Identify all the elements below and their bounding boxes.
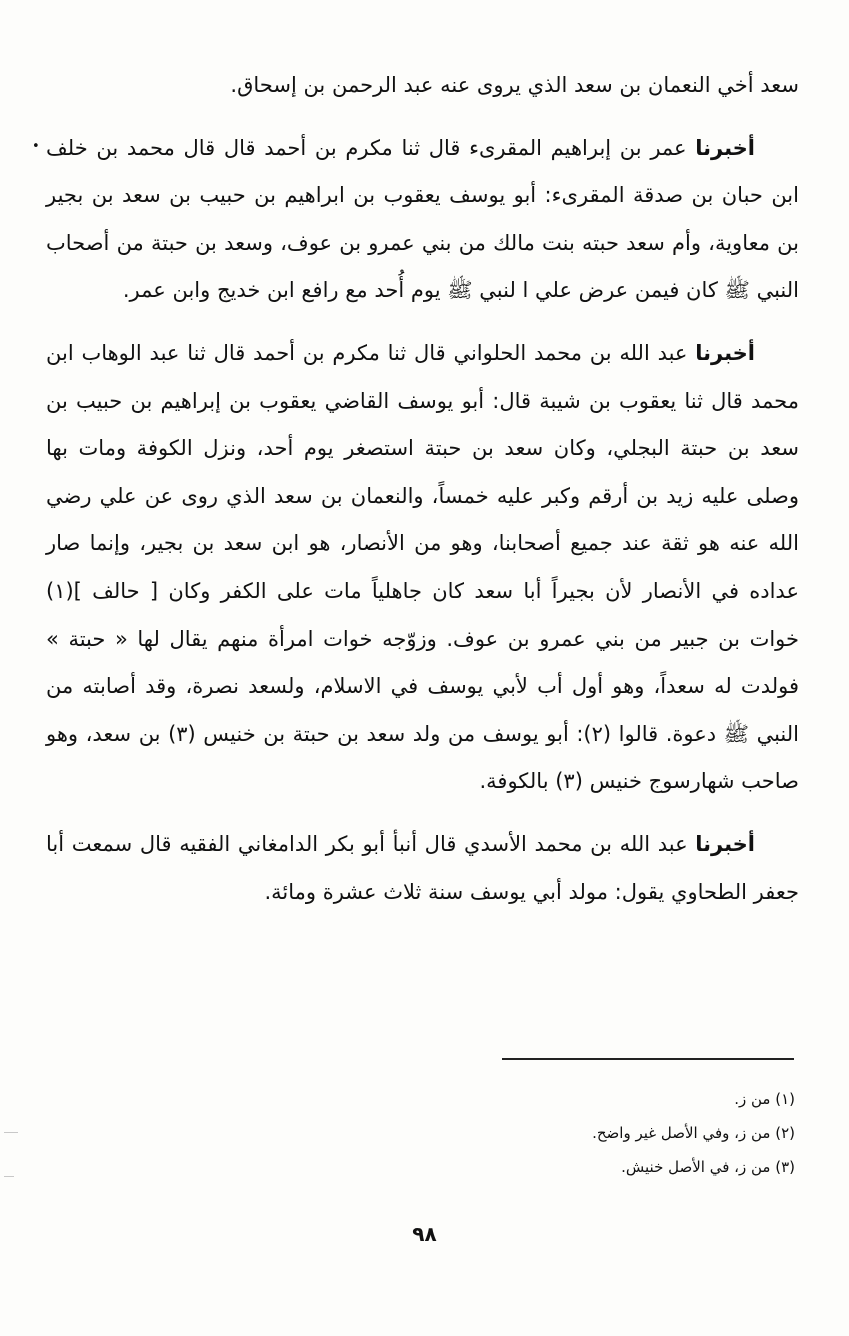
- paragraph-text: عبد الله بن محمد الحلواني قال ثنا مكرم بن أحمد قال ثنا عبد الوهاب ابن محمد قال ثنا يعقوب بن شيبة قال: أبو يوسف القاضي يعقوب بن إبراهيم بن حبيب بن سعد بن حبتة البجلي، وكان سعد بن حبتة استصغر يوم أحد، ونزل الكوفة ومات بها وصلى عليه زيد بن أرقم وكبر عليه خمساً، والنعمان بن سعد الذي روى عن علي رضي الله عنه هو ثقة عند جميع أصحابنا، وهو من الأنصار، هو ابن سعد بن بجير، وإنما صار عداده في الأنصار لأن بجيراً أبا سعد كان جاهلياً مات على الكفر وكان [ حالف ](١) خوات بن جبير من بني عمرو بن عوف. وزوّجه خوات امرأة منهم يقال لها « حبتة » فولدت له سعداً، وهو أول أب لأبي يوسف في الاسلام، ولسعد نصرة، وقد أصابته من النبي ﷺ دعوة. قالوا (٢): أبو يوسف من ولد سعد بن حبتة بن خنيس (٣) بن سعد، وهو صاحب شهارسوج خنيس (٣) بالكوفة.: [46, 340, 799, 794]
- footnote-separator: [502, 1058, 794, 1060]
- scan-artifact: [4, 1132, 18, 1133]
- paragraph-narration-1: [46, 125, 799, 315]
- paragraph-continuation: [46, 62, 799, 110]
- paragraph-text: عمر بن إبراهيم المقرىء قال ثنا مكرم بن أحمد قال قال محمد بن خلف ابن حبان بن صدقة المقرىء: أبو يوسف يعقوب بن ابراهيم بن حبيب بن سعد بن بجير بن معاوية، وأم سعد حبته بنت مالك من بني عمرو بن عوف، وسعد بن حبتة من أصحاب النبي ﷺ كان فيمن عرض علي ا لنبي ﷺ يوم أُحد مع رافع ابن خديج وابن عمر.: [46, 135, 799, 303]
- paragraph-lead: أخبرنا: [695, 831, 755, 856]
- footnote-2: (٢) من ز، وفي الأصل غير واضح.: [592, 1124, 795, 1142]
- main-text: [46, 62, 799, 916]
- margin-bullet: •: [32, 139, 40, 154]
- footnote-1: (١) من ز.: [734, 1090, 795, 1108]
- footnote-3: (٣) من ز، في الأصل خنيش.: [621, 1158, 795, 1176]
- paragraph-text: عبد الله بن محمد الأسدي قال أنبأ أبو بكر الدامغاني الفقيه قال سمعت أبا جعفر الطحاوي يقول: مولد أبي يوسف سنة ثلاث عشرة ومائة.: [46, 831, 799, 904]
- paragraph-lead: أخبرنا: [695, 135, 755, 160]
- paragraph-lead: أخبرنا: [695, 340, 755, 365]
- paragraph-text: سعد أخي النعمان بن سعد الذي يروى عنه عبد الرحمن بن إسحاق.: [230, 73, 799, 97]
- paragraph-narration-3: [46, 821, 799, 916]
- scan-artifact: [4, 1176, 14, 1177]
- paragraph-narration-2: [46, 330, 799, 806]
- page-number: ٩٨: [412, 1222, 437, 1246]
- footnotes: [420, 1082, 795, 1184]
